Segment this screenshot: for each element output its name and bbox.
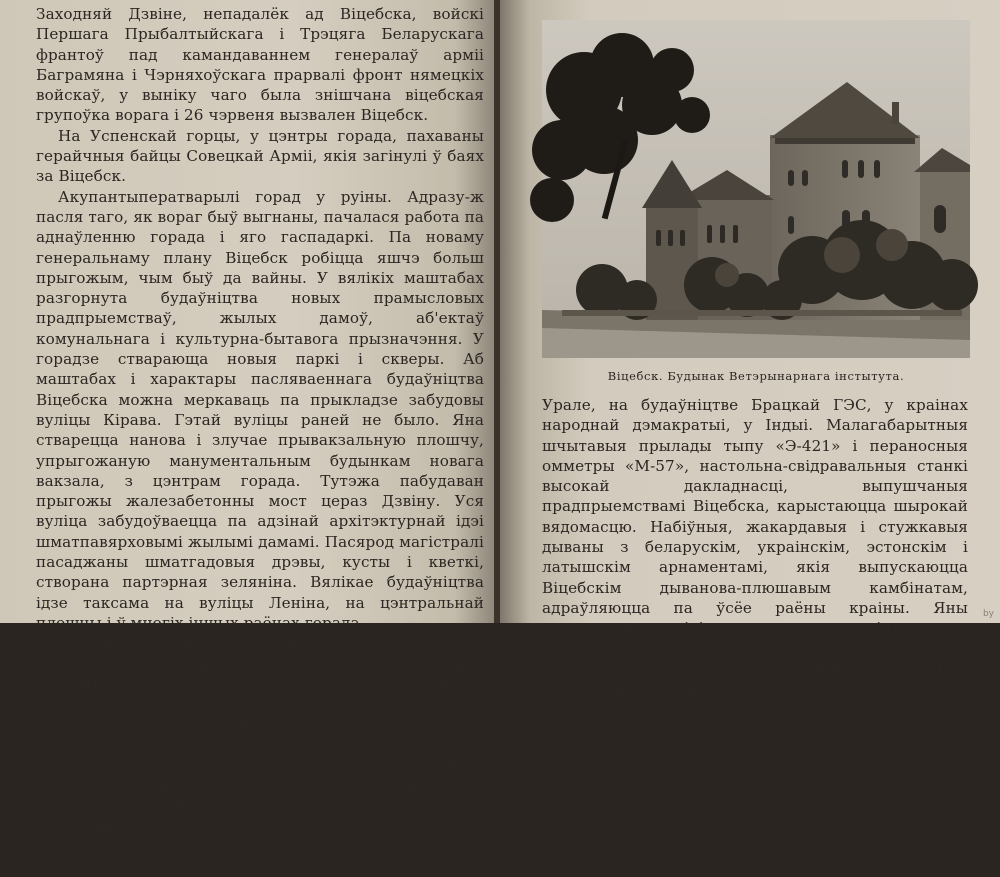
right-page — [500, 0, 1000, 699]
paragraph: Заходняй Дзвіне, непадалёк ад Віцебска, войскі Першага Прыбалтыйскага і Трэцяга Беларускага франтоў пад камандаваннем генералаў арміі Баграмяна і Чэрняхоўскага прарвалі фронт нямецкіх войскаў, у выніку чаго была знішчана віцебская групоўка ворага і 26 чэрвеня вызвален Віцебск. — [36, 5, 484, 125]
paragraph: У Віцебску сканцэнтравана вялікая колькасць фабрык і заводаў, шмат якія з іх маюць усесаюзнае значэнне. Тут працуюць адна з буйнейшых ільнопрадзільных фабрык, станкабудаўнічыя заводы, найбуйнейшы домабудаўнічы камбінат, вось-камеханізаваная панчошна-трыкатажная фабрыка «КІМ», швейная фабрыка «Сцяг індустрыялізацыі», гумава-тасёмачная фабрыка, вядомы дыванова-плюшавы камбінат, мэблевая фабрыка, фабрыка патэфонных іголак і іншыя прадпрыемствы. — [36, 634, 484, 835]
institute-building-photo — [542, 20, 970, 358]
right-page-text — [542, 395, 968, 699]
paragraph: Станкі з маркай «Віцебск» можна цяпер сустрэць на Алтаі, — [36, 837, 484, 876]
paragraph: На Успенскай горцы, у цэнтры горада, пахаваны герайчныя байцы Совецкай Арміі, якія загінулі ў баях за Віцебск. — [36, 126, 484, 186]
paragraph: Віцебск — важны культурны цэнтр рэспублікі. Тут працуе адна з найстарэйшых вышэйшых навучальных устаноў Бела- — [542, 639, 968, 699]
building-photo-illustration — [542, 20, 970, 358]
watermark: by — [982, 609, 994, 619]
paragraph: Урале, на будаўніцтве Брацкай ГЭС, у краінах народнай дэмакратыі, у Індыі. Малагабарытныя шчытавыя прылады тыпу «Э-421» і пераносныя омметры «М-57», настольна-свідравальныя станкі высокай дакладнасці, выпушчаныя прадпрыемствамі Віцебска, карыстаюцца шырокай вядомасцю. Набіўныя, жакардавыя і стужкавыя дываны з беларускім, украінскім, эстонскім і латышскім арнаментамі, якія выпускаюцца Віцебскім дыванова-плюшавым камбінатам, адраўляюцца па ўсёе раёны краіны. Яны карыстаюцца вялікім попытам у насельніцтва. — [542, 396, 968, 638]
paragraph: Акупантыператварылі горад у руіны. Адразу-ж пасля таго, як вораг быў выгнаны, пачалася работа па аднаўленню горада і яго гаспадаркі. Па новаму генеральнаму плану Віцебск робіцца яшчэ больш прыгожым, чым быў да вайны. У вялікіх маштабах разгорнута будаўніцтва новых прамысловых прадпрыемстваў, жылых дамоў, аб'ектаў комунальнага і культурна-бытавога прызначэння. У горадзе стварающа новыя паркі і скверы. Аб маштабах і характары пасляваеннага будаўніцтва Віцебска можна меркаваць па прыкладзе забудовы вуліцы Кірава. Гэтай вуліцы раней не было. Яна стварецца нанова і злучае прывакзальную плошчу, упрыгожаную манументальным будынкам новага вакзала, з цэнтрам горада. Тутэжа пабудаван прыгожы жалезабетонны мост цераз Дзвіну. Уся вуліца забудоўваецца па адзінай архітэктурнай ідэі шматпавярховымі жылымі дамамі. Пасярод магістралі пасаджаны шматгадовыя дрэвы, кусты і кветкі, створана партэрная зеляніна. Вялікае будаўніцтва ідзе таксама на вуліцы Леніна, на цэнтральнай плошчы і ў многіх іншых раёнах горада. — [36, 187, 484, 632]
left-page — [0, 0, 494, 876]
photo-caption: Віцебск. Будынак Ветэрынарнага інстытута. — [607, 369, 905, 383]
left-page-text — [36, 4, 484, 877]
